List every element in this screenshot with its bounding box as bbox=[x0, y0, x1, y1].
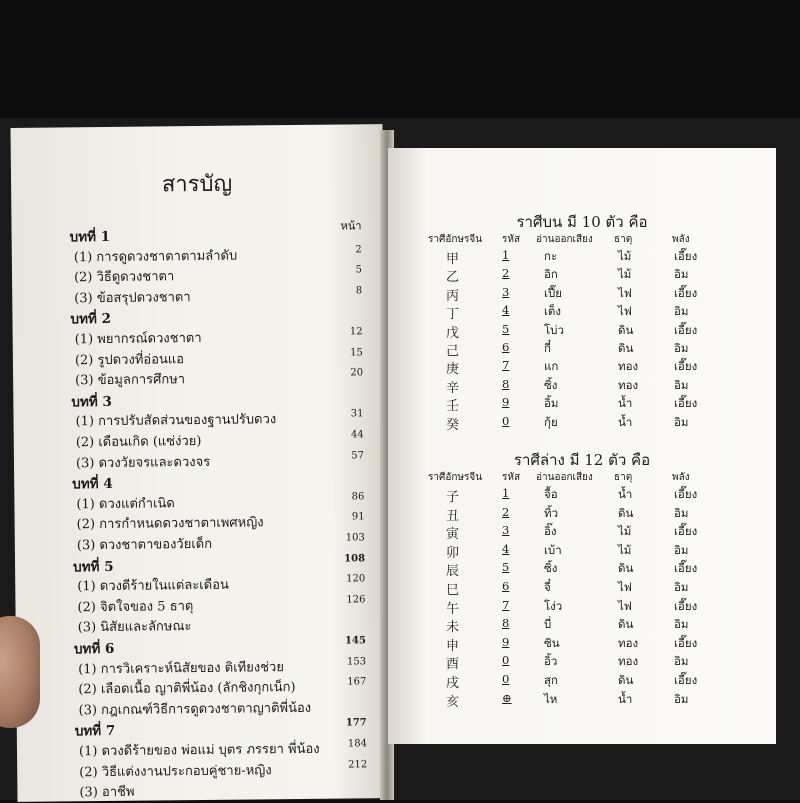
toc-page-number: 5 bbox=[355, 264, 363, 276]
lower-table-title: ราศีล่าง มี 12 ตัว คือ bbox=[513, 451, 651, 469]
toc-page-number: 145 bbox=[344, 635, 366, 647]
toc-entry-text: (2) เดือนเกิด (แซ่ง่วย) bbox=[75, 433, 202, 451]
toc-entry-text: บทที่ 1 bbox=[69, 228, 111, 246]
lower-table-cell: 卯 bbox=[446, 545, 460, 561]
lower-table-cell: ไฟ bbox=[618, 598, 632, 613]
lower-table-cell: 1 bbox=[502, 486, 510, 500]
lower-table-cell: 4 bbox=[502, 541, 510, 556]
lower-table-cell: 辰 bbox=[446, 564, 460, 580]
lower-table-cell: 酉 bbox=[446, 657, 460, 673]
lower-table-cell: 巳 bbox=[446, 583, 460, 598]
lower-table-cell: 子 bbox=[446, 490, 460, 505]
upper-table-cell: ไฟ bbox=[618, 285, 632, 300]
upper-table-cell: 1 bbox=[502, 248, 510, 262]
lower-table-cell: 5 bbox=[502, 560, 510, 575]
lower-table-cell: ไม้ bbox=[618, 542, 632, 557]
upper-table-cell: กะ bbox=[544, 249, 558, 263]
lower-table-cell: อิม bbox=[674, 580, 689, 594]
toc-entry-text: (3) ดวงวัยจรและดวงจร bbox=[75, 454, 211, 471]
upper-table-cell: ทอง bbox=[618, 377, 639, 392]
toc-entry-text: (1) การปรับสัดส่วนของฐานปรับดวง bbox=[75, 412, 277, 430]
upper-table-cell: เอี๊ยง bbox=[674, 322, 698, 337]
lower-table-cell: 丑 bbox=[446, 508, 460, 524]
upper-table-cell: 辛 bbox=[446, 380, 460, 396]
toc-entry-text: (1) ดวงดีร้ายของ พ่อแม่ บุตร ภรรยา พี่น้อง bbox=[78, 741, 320, 760]
lower-table-cell: ซิน bbox=[544, 635, 560, 650]
toc-entry-text: (2) รูปดวงที่อ่อนแอ bbox=[74, 351, 185, 368]
upper-table-cell: 庚 bbox=[446, 362, 460, 378]
upper-table-cell: 甲 bbox=[446, 252, 460, 267]
lower-table-column-header: รหัส bbox=[502, 472, 521, 483]
lower-table-cell: เอี๊ยง bbox=[674, 487, 698, 501]
upper-table-cell: 戊 bbox=[446, 325, 460, 341]
lower-table-cell: ดิน bbox=[618, 561, 634, 576]
lower-table-cell: ดิน bbox=[618, 673, 634, 687]
lower-table-cell: อิ๊ง bbox=[544, 524, 557, 539]
upper-table-cell: 壬 bbox=[446, 399, 460, 415]
lower-table-cell: จื้อ bbox=[544, 487, 558, 501]
toc-page-number: 91 bbox=[351, 511, 365, 523]
toc-page-number: 2 bbox=[355, 243, 362, 255]
lower-table-cell: เอี๊ยง bbox=[674, 598, 698, 613]
lower-table-cell: อิม bbox=[674, 654, 689, 669]
lower-table-cell: อิม bbox=[674, 542, 689, 557]
toc-entry-text: บทที่ 4 bbox=[72, 476, 113, 493]
toc-page-number: 57 bbox=[351, 449, 364, 462]
toc-entry-text: (3) นิสัยและลักษณะ bbox=[77, 619, 192, 636]
upper-table-cell: ไม้ bbox=[618, 249, 632, 263]
lower-table-cell: จี๋ bbox=[544, 580, 551, 594]
toc-page-number: 167 bbox=[347, 676, 367, 688]
toc-entry-text: บทที่ 6 bbox=[73, 640, 115, 658]
toc-page-number: 153 bbox=[346, 655, 367, 668]
upper-table-cell: น้ำ bbox=[618, 414, 633, 429]
lower-table-cell: 0 bbox=[502, 653, 510, 668]
toc-page-number: 177 bbox=[345, 717, 367, 729]
lower-table-cell: 午 bbox=[446, 601, 460, 617]
upper-table-cell: เอี๊ยง bbox=[674, 285, 698, 300]
upper-table-cell: อิม bbox=[674, 414, 689, 429]
upper-table-column-header: รหัส bbox=[502, 234, 521, 245]
upper-table-cell: ดิน bbox=[618, 341, 634, 355]
toc-page-number: 31 bbox=[350, 408, 364, 420]
lower-table-column-header: ธาตุ bbox=[614, 472, 633, 483]
lower-table-cell: 6 bbox=[502, 579, 510, 593]
toc-entry-text: (2) วิธีดูดวงชาตา bbox=[73, 269, 175, 286]
toc-page-number: 12 bbox=[349, 326, 363, 338]
upper-table-cell: 癸 bbox=[446, 417, 460, 433]
upper-table-cell: โบ่ว bbox=[544, 322, 564, 337]
upper-table-title: ราศีบน มี 10 ตัว คือ bbox=[516, 213, 648, 231]
upper-table-cell: เต็ง bbox=[544, 304, 562, 319]
upper-table-cell: 乙 bbox=[446, 270, 460, 286]
lower-table-cell: 2 bbox=[502, 504, 510, 519]
lower-table-cell: อิม bbox=[674, 617, 689, 632]
upper-table-cell: 丁 bbox=[446, 307, 460, 323]
lower-table-cell: ทอง bbox=[618, 635, 639, 650]
toc-page-number: 20 bbox=[350, 367, 364, 379]
lower-table-cell: 亥 bbox=[446, 694, 460, 710]
toc-entry-text: (1) พยากรณ์ดวงชาตา bbox=[74, 330, 202, 348]
lower-table-cell: 申 bbox=[446, 638, 460, 654]
upper-table-cell: 丙 bbox=[446, 288, 460, 304]
lower-table-cell: 0 bbox=[502, 672, 510, 686]
lower-table-cell: เอี๊ยง bbox=[674, 635, 698, 650]
lower-table-cell: 8 bbox=[502, 616, 510, 631]
upper-table-cell: 己 bbox=[446, 344, 460, 359]
toc-page-column-header: หน้า bbox=[340, 219, 362, 233]
upper-table-cell: 3 bbox=[502, 284, 510, 299]
toc-page-number: 126 bbox=[346, 594, 366, 606]
upper-table-cell: อิม bbox=[674, 267, 689, 282]
toc-entry-text: (2) การกำหนดดวงชาตาเพศหญิง bbox=[76, 515, 264, 533]
toc-entry-text: บทที่ 5 bbox=[72, 558, 114, 575]
lower-table-cell: ไห bbox=[544, 691, 558, 706]
lower-table-column-header: อ่านออกเสียง bbox=[536, 472, 593, 483]
upper-table-cell: 2 bbox=[502, 266, 510, 281]
toc-entry-text: (3) อาชีพ bbox=[79, 784, 135, 801]
toc-entry-text: (1) การวิเคราะห์นิสัยของ ติเทียงช่วย bbox=[78, 659, 284, 677]
lower-table-cell: น้ำ bbox=[618, 487, 633, 501]
toc-entry-text: (3) ข้อสรุปดวงชาตา bbox=[74, 289, 191, 307]
lower-table-cell: เอี๊ยง bbox=[674, 673, 698, 687]
lower-table-cell: ทอง bbox=[618, 654, 639, 669]
upper-table-cell: 7 bbox=[502, 358, 510, 373]
lower-table-cell: อิม bbox=[674, 505, 689, 520]
lower-table-cell: สุก bbox=[544, 673, 558, 687]
upper-table-cell: 0 bbox=[502, 413, 510, 428]
upper-table-cell: 4 bbox=[502, 303, 510, 318]
upper-table-cell: เปี๊ย bbox=[544, 285, 562, 300]
lower-table-cell: บี่ bbox=[544, 617, 552, 632]
upper-table-cell: 5 bbox=[502, 321, 510, 336]
holding-finger bbox=[0, 616, 40, 728]
lower-table-cell: เบ้า bbox=[544, 542, 562, 557]
lower-table-column-header: พลัง bbox=[672, 472, 690, 483]
toc-entry-text: บทที่ 7 bbox=[74, 723, 116, 740]
toc-page-number: 8 bbox=[355, 285, 363, 297]
upper-table-column-header: อ่านออกเสียง bbox=[536, 234, 593, 245]
upper-table-cell: อิม bbox=[674, 304, 689, 319]
upper-table-cell: 6 bbox=[502, 340, 510, 354]
upper-table-cell: เอี๊ยง bbox=[674, 396, 698, 411]
toc-entry-text: (3) ดวงชาตาของวัยเด็ก bbox=[76, 536, 213, 554]
lower-table-cell: อิม bbox=[674, 691, 689, 706]
lower-table-cell: ทิ้ว bbox=[544, 505, 559, 520]
lower-table-cell: เอี๊ยง bbox=[674, 561, 698, 576]
upper-table-cell: ไม้ bbox=[618, 267, 632, 282]
toc-title: สารบัญ bbox=[161, 171, 233, 198]
upper-table-cell: กี๋ bbox=[544, 341, 551, 355]
upper-table-cell: อิ้ม bbox=[544, 396, 559, 411]
lower-table-column-header: ราศีอักษรจีน bbox=[428, 472, 483, 483]
toc-page-number: 86 bbox=[351, 491, 365, 503]
toc-page-number: 120 bbox=[346, 573, 366, 585]
upper-table-cell: ไฟ bbox=[618, 304, 632, 319]
toc-entry-text: บทที่ 2 bbox=[70, 311, 112, 328]
toc-page-number: 212 bbox=[348, 758, 368, 771]
lower-table-cell: อิ้ว bbox=[544, 654, 558, 669]
upper-table-cell: ดิน bbox=[618, 322, 634, 337]
upper-table-cell: เอี๊ยง bbox=[674, 359, 698, 374]
lower-table-cell: 戌 bbox=[446, 676, 460, 691]
lower-table-cell: เอี๊ยง bbox=[674, 524, 698, 539]
toc-entry bbox=[79, 778, 367, 802]
toc-entry-text: (3) ข้อมูลการศึกษา bbox=[75, 372, 186, 389]
upper-table-cell: แก bbox=[544, 359, 559, 374]
lower-table-cell: น้ำ bbox=[618, 691, 633, 706]
upper-table-cell: กุ้ย bbox=[544, 414, 558, 429]
upper-table-cell: น้ำ bbox=[618, 396, 633, 411]
toc-page-number: 103 bbox=[345, 532, 365, 544]
lower-table-cell: ดิน bbox=[618, 617, 634, 632]
lower-table-cell: 寅 bbox=[446, 527, 460, 543]
lower-table-cell: ไม้ bbox=[618, 524, 632, 539]
toc-entry-text: (1) การดูดวงชาตาตามลำดับ bbox=[73, 248, 238, 265]
upper-table-cell: อิก bbox=[544, 267, 558, 282]
right-page-zodiac-tables bbox=[388, 148, 776, 744]
upper-table-cell: 9 bbox=[502, 395, 510, 410]
lower-table-cell: ⊕ bbox=[502, 690, 512, 705]
toc-page-number: 184 bbox=[347, 738, 368, 750]
upper-table-column-header: พลัง bbox=[672, 234, 690, 245]
lower-table-cell: 9 bbox=[502, 634, 510, 649]
toc-entry-text: (2) วิธีแต่งงานประกอบคู่ชาย-หญิง bbox=[79, 762, 272, 780]
toc-entry-text: (2) เลือดเนื้อ ญาติพี่น้อง (ลักชิงกุกเน็ก) bbox=[78, 680, 296, 698]
toc-entry-text: (1) ดวงแต่กำเนิด bbox=[76, 496, 175, 513]
toc-entry-text: (1) ดวงดีร้ายในแต่ละเดือน bbox=[77, 577, 229, 595]
lower-table-cell: ดิน bbox=[618, 505, 634, 520]
upper-table-cell: ซิ้ง bbox=[544, 377, 558, 392]
lower-table-cell: โง่ว bbox=[544, 598, 563, 613]
upper-table-cell: 8 bbox=[502, 376, 510, 391]
upper-table-cell: อิม bbox=[674, 377, 689, 392]
upper-table-cell: ทอง bbox=[618, 359, 639, 374]
lower-table-cell: ซิ้ง bbox=[544, 561, 558, 576]
toc-page-number: 108 bbox=[344, 552, 366, 565]
lower-table-cell: 3 bbox=[502, 523, 510, 538]
lower-table-cell: 未 bbox=[446, 620, 460, 636]
upper-table-cell: อิม bbox=[674, 341, 689, 355]
left-page-table-of-contents bbox=[10, 124, 389, 802]
upper-table-cell: เอี๊ยง bbox=[674, 249, 698, 263]
toc-entry-text: (3) กฎเกณฑ์วิธีการดูดวงชาตาญาติพี่น้อง bbox=[78, 700, 312, 719]
lower-table-cell: ไฟ bbox=[618, 580, 632, 594]
upper-table-column-header: ราศีอักษรจีน bbox=[428, 234, 483, 245]
toc-entry-text: บทที่ 3 bbox=[71, 393, 112, 411]
toc-entry-text: (2) จิตใจของ 5 ธาตุ bbox=[77, 598, 194, 616]
lower-table-cell: 7 bbox=[502, 597, 510, 612]
toc-page-number: 15 bbox=[350, 346, 363, 359]
toc-page-number: 44 bbox=[350, 429, 364, 441]
upper-table-column-header: ธาตุ bbox=[614, 234, 633, 245]
